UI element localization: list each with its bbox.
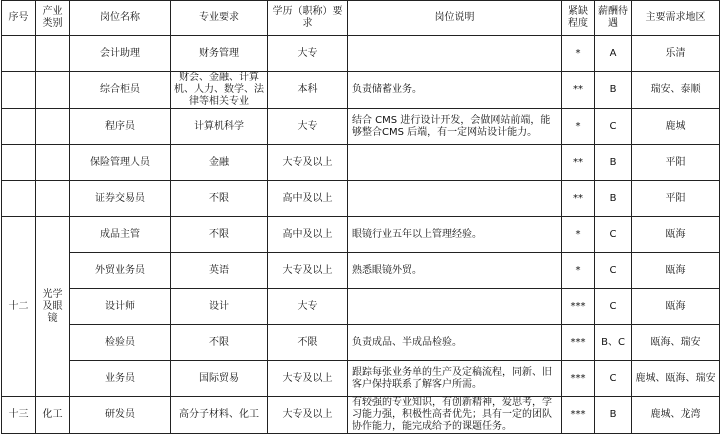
cell-major: 财会、金融、计算机、人力、数学、法律等相关专业: [171, 72, 268, 109]
cell-salary: B: [595, 72, 632, 109]
cell-major: 英语: [171, 253, 268, 289]
cell-description: 跟踪每张业务单的生产及定稿流程，同新、旧客户保持联系了解客户所需。: [348, 361, 562, 397]
cell-education: 高中及以上: [268, 217, 348, 253]
cell-region: 鹿城: [632, 109, 720, 145]
cell-region: 鹿城、龙湾: [632, 397, 720, 434]
cell-description: 负责成品、半成品检验。: [348, 325, 562, 361]
cell-description: [348, 36, 562, 72]
cell-region: 乐清: [632, 36, 720, 72]
cell-position: 程序员: [70, 109, 171, 145]
header-education: 学历（职称）要求: [268, 1, 348, 36]
cell-index: [2, 36, 36, 72]
header-urgency: 紧缺程度: [562, 1, 595, 36]
cell-region: 鹿城、瓯海、瑞安: [632, 361, 720, 397]
cell-urgency: **: [562, 72, 595, 109]
cell-position: 外贸业务员: [70, 253, 171, 289]
cell-position: 保险管理人员: [70, 145, 171, 181]
cell-major: 不限: [171, 181, 268, 217]
cell-salary: C: [595, 253, 632, 289]
table-row: [2, 397, 720, 434]
cell-position: 设计师: [70, 289, 171, 325]
cell-major: 计算机科学: [171, 109, 268, 145]
table-row: [2, 325, 720, 361]
cell-salary: C: [595, 109, 632, 145]
cell-industry: [36, 36, 70, 72]
cell-urgency: *: [562, 253, 595, 289]
cell-description: 眼镜行业五年以上管理经验。: [348, 217, 562, 253]
cell-urgency: *: [562, 109, 595, 145]
cell-education: 本科: [268, 72, 348, 109]
cell-urgency: ***: [562, 325, 595, 361]
cell-salary: B: [595, 181, 632, 217]
cell-index: [2, 72, 36, 109]
header-industry: 产业类别: [36, 1, 70, 36]
cell-education: 大专及以上: [268, 361, 348, 397]
table-row: [2, 181, 720, 217]
cell-region: 瓯海: [632, 217, 720, 253]
jobs-table: [1, 0, 720, 434]
cell-education: 大专及以上: [268, 397, 348, 434]
table-row: [2, 109, 720, 145]
cell-urgency: **: [562, 181, 595, 217]
table-row: [2, 145, 720, 181]
table-row: [2, 289, 720, 325]
cell-region: 瓯海、瑞安: [632, 325, 720, 361]
cell-description: 熟悉眼镜外贸。: [348, 253, 562, 289]
cell-region: 瑞安、泰顺: [632, 72, 720, 109]
table-row: [2, 361, 720, 397]
cell-region: 平阳: [632, 181, 720, 217]
cell-description: [348, 145, 562, 181]
cell-major: 不限: [171, 325, 268, 361]
cell-major: 财务管理: [171, 36, 268, 72]
cell-salary: A: [595, 36, 632, 72]
cell-major: 设计: [171, 289, 268, 325]
cell-urgency: **: [562, 145, 595, 181]
cell-education: 大专: [268, 36, 348, 72]
cell-salary: C: [595, 217, 632, 253]
cell-industry: [36, 109, 70, 145]
cell-major: 不限: [171, 217, 268, 253]
header-salary: 薪酬待遇: [595, 1, 632, 36]
cell-description: 有较强的专业知识，有创新精神，爱思考，学习能力强，积极性高者优先；具有一定的团队协作能力，能完成给予的课题任务。: [348, 397, 562, 434]
header-position: 岗位名称: [70, 1, 171, 36]
cell-salary: B: [595, 397, 632, 434]
cell-position: 会计助理: [70, 36, 171, 72]
cell-urgency: *: [562, 217, 595, 253]
group-industry: 化工: [36, 397, 70, 434]
cell-education: 大专及以上: [268, 253, 348, 289]
cell-education: 高中及以上: [268, 181, 348, 217]
cell-industry: [36, 72, 70, 109]
cell-salary: B、C: [595, 325, 632, 361]
header-major: 专业要求: [171, 1, 268, 36]
cell-major: 国际贸易: [171, 361, 268, 397]
table-row: [2, 36, 720, 72]
cell-major: 金融: [171, 145, 268, 181]
cell-description: 结合 CMS 进行设计开发，会做网站前端，能够整合CMS 后端，有一定网站设计能力。: [348, 109, 562, 145]
cell-position: 业务员: [70, 361, 171, 397]
cell-position: 成品主管: [70, 217, 171, 253]
cell-industry: [36, 145, 70, 181]
cell-salary: C: [595, 289, 632, 325]
cell-index: [2, 109, 36, 145]
cell-education: 大专: [268, 289, 348, 325]
cell-region: 平阳: [632, 145, 720, 181]
cell-index: [2, 145, 36, 181]
cell-description: [348, 181, 562, 217]
header-region: 主要需求地区: [632, 1, 720, 36]
cell-education: 不限: [268, 325, 348, 361]
cell-description: 负责储蓄业务。: [348, 72, 562, 109]
cell-industry: [36, 181, 70, 217]
cell-description: [348, 289, 562, 325]
cell-region: 瓯海: [632, 289, 720, 325]
cell-education: 大专及以上: [268, 145, 348, 181]
cell-salary: B: [595, 145, 632, 181]
cell-index: [2, 181, 36, 217]
table-row: [2, 72, 720, 109]
cell-position: 综合柜员: [70, 72, 171, 109]
cell-major: 高分子材料、化工: [171, 397, 268, 434]
cell-urgency: ***: [562, 289, 595, 325]
cell-education: 大专: [268, 109, 348, 145]
group-industry: 光学及眼镜: [36, 217, 70, 397]
table-row: [2, 253, 720, 289]
cell-position: 研发员: [70, 397, 171, 434]
cell-urgency: ***: [562, 397, 595, 434]
cell-urgency: ***: [562, 361, 595, 397]
group-index: 十二: [2, 217, 36, 397]
cell-position: 证券交易员: [70, 181, 171, 217]
header-index: 序号: [2, 1, 36, 36]
header-description: 岗位说明: [348, 1, 562, 36]
header-row: [2, 1, 720, 36]
group-index: 十三: [2, 397, 36, 434]
cell-position: 检验员: [70, 325, 171, 361]
cell-region: 瓯海: [632, 253, 720, 289]
cell-salary: C: [595, 361, 632, 397]
table-row: [2, 217, 720, 253]
cell-urgency: *: [562, 36, 595, 72]
